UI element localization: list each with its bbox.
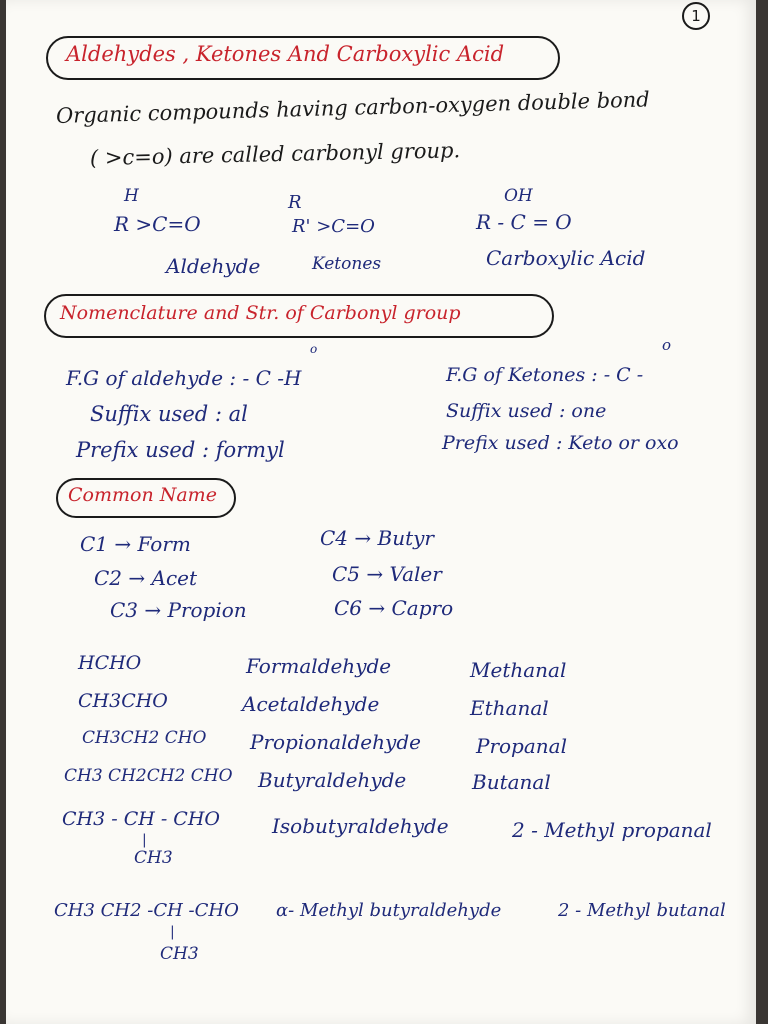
iupac-name: 2 - Methyl butanal [558,900,726,921]
formula: HCHO [78,652,142,674]
common-name: Butyraldehyde [258,768,407,792]
branch-bond: | [142,832,147,848]
nomenclature-title: Nomenclature and Str. of Carbonyl group [60,302,461,324]
notebook-page [6,0,756,1024]
branch-substituent: CH3 [134,848,173,868]
common-name-right: C4 → Butyr [320,526,434,550]
formula: CH3CHO [78,690,168,712]
structure-top: R [288,192,302,213]
page-number: 1 [682,2,710,30]
iupac-name: Methanal [470,658,567,682]
structure-main: R >C=O [114,212,201,236]
common-name: Propionaldehyde [250,730,421,754]
iupac-name: 2 - Methyl propanal [512,818,712,842]
structure-name: Ketones [312,254,382,274]
prefix-ketone: Prefix used : Keto or oxo [442,432,679,454]
o-mark-aldehyde: o [310,342,318,356]
branch-substituent: CH3 [160,944,199,964]
iupac-name: Ethanal [470,696,549,720]
structure-main: R' >C=O [292,216,375,237]
intro-line-2: ( >c=o) are called carbonyl group. [89,138,461,170]
structure-name: Aldehyde [166,254,261,278]
iupac-name: Propanal [476,734,567,758]
branch-bond: | [170,924,175,940]
formula: CH3 CH2 -CH -CHO [54,900,239,921]
page-title: Aldehydes , Ketones And Carboxylic Acid [66,42,505,66]
common-name-right: C5 → Valer [332,562,442,586]
o-mark-ketone: o [662,336,672,354]
iupac-name: Butanal [472,770,551,794]
common-name: Formaldehyde [246,654,392,678]
common-name: α- Methyl butyraldehyde [276,900,502,921]
prefix-aldehyde: Prefix used : formyl [76,438,285,462]
suffix-ketone: Suffix used : one [446,400,607,422]
common-name-right: C6 → Capro [334,596,454,620]
intro-line-1: Organic compounds having carbon-oxygen double bond [55,87,650,128]
formula: CH3 - CH - CHO [62,808,220,830]
formula: CH3CH2 CHO [82,728,207,748]
structure-top: OH [504,186,533,206]
structure-top: H [124,186,139,206]
fg-aldehyde: F.G of aldehyde : - C -H [66,366,302,390]
common-name: Isobutyraldehyde [272,814,449,838]
fg-ketone: F.G of Ketones : - C - [446,364,644,386]
common-name-left: C2 → Acet [94,566,198,590]
common-name: Acetaldehyde [242,692,380,716]
formula: CH3 CH2CH2 CHO [64,766,233,786]
structure-name: Carboxylic Acid [486,246,646,270]
common-name-title: Common Name [68,484,217,506]
common-name-left: C1 → Form [80,532,191,556]
structure-main: R - C = O [476,210,572,234]
suffix-aldehyde: Suffix used : al [90,402,248,426]
common-name-left: C3 → Propion [110,598,247,622]
